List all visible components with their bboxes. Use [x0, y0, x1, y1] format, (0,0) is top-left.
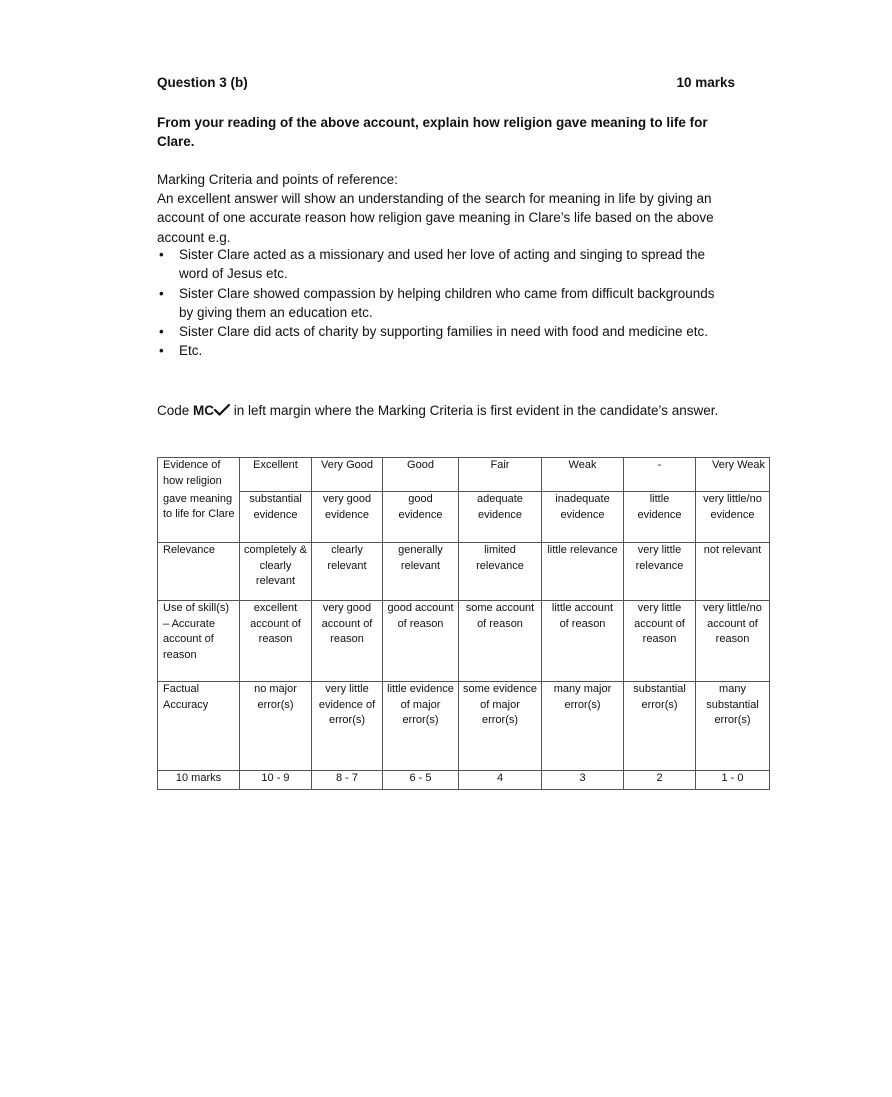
marking-rubric-table — [157, 457, 770, 790]
code-mc: MC — [193, 403, 215, 418]
column-header-weak: Weak — [542, 458, 624, 492]
table-row — [158, 543, 770, 601]
table-cell: inadequate evidence — [542, 492, 624, 543]
question-number: Question 3 (b) — [157, 75, 248, 90]
checkmark-icon — [214, 402, 230, 422]
row-label-relevance: Relevance — [158, 543, 240, 601]
table-cell: very good evidence — [312, 492, 383, 543]
table-cell: 8 - 7 — [312, 771, 383, 790]
code-prefix: Code — [157, 403, 194, 418]
question-prompt: From your reading of the above account, explain how religion gave meaning to life for Clare. — [157, 115, 708, 149]
table-cell: very little relevance — [624, 543, 696, 601]
bullet-text: Etc. — [179, 343, 203, 359]
criteria-intro: An excellent answer will show an understanding of the search for meaning in life by giving an account of one accurate reason how religion gave meaning in Clare’s life based on the above account e.g. — [157, 191, 714, 245]
table-cell: clearly relevant — [312, 543, 383, 601]
table-cell: not relevant — [696, 543, 770, 601]
table-cell: 2 — [624, 771, 696, 790]
table-cell: good account of reason — [383, 601, 459, 682]
criteria-bullet-list — [157, 245, 729, 361]
list-item — [157, 245, 729, 284]
table-cell: some account of reason — [459, 601, 542, 682]
list-item — [157, 284, 729, 323]
code-suffix: in left margin where the Marking Criteria is first evident in the candidate’s answer. — [230, 403, 719, 418]
table-row — [158, 458, 770, 492]
column-header-fair: Fair — [459, 458, 542, 492]
table-cell: substantial error(s) — [624, 682, 696, 771]
table-cell: substantial evidence — [240, 492, 312, 543]
question-marks: 10 marks — [676, 75, 735, 90]
table-cell: little relevance — [542, 543, 624, 601]
column-header-excellent: Excellent — [240, 458, 312, 492]
table-cell: excellent account of reason — [240, 601, 312, 682]
bullet-text: Sister Clare did acts of charity by supporting families in need with food and medicine etc. — [179, 324, 709, 340]
table-cell: no major error(s) — [240, 682, 312, 771]
table-row — [158, 682, 770, 771]
bullet-icon: • — [159, 285, 164, 301]
table-cell: very little/no evidence — [696, 492, 770, 543]
table-cell: 4 — [459, 771, 542, 790]
table-cell: good evidence — [383, 492, 459, 543]
table-cell: many major error(s) — [542, 682, 624, 771]
table-row — [158, 771, 770, 790]
column-header-very-good: Very Good — [312, 458, 383, 492]
table-row — [158, 492, 770, 543]
code-instruction — [157, 401, 729, 422]
column-header-very-weak: Very Weak — [696, 458, 770, 492]
row-label-accuracy: Factual Accuracy — [158, 682, 240, 771]
table-cell: completely & clearly relevant — [240, 543, 312, 601]
table-cell: 10 - 9 — [240, 771, 312, 790]
row-label-evidence-bottom: gave meaning to life for Clare — [158, 492, 240, 543]
table-cell: little account of reason — [542, 601, 624, 682]
table-cell: very little account of reason — [624, 601, 696, 682]
table-row — [158, 601, 770, 682]
table-cell: very little/no account of reason — [696, 601, 770, 682]
list-item — [157, 341, 729, 360]
table-cell: 3 — [542, 771, 624, 790]
bullet-icon: • — [159, 324, 164, 340]
table-cell: little evidence — [624, 492, 696, 543]
table-cell: adequate evidence — [459, 492, 542, 543]
column-header-good: Good — [383, 458, 459, 492]
list-item — [157, 322, 729, 341]
table-cell: very good account of reason — [312, 601, 383, 682]
question-header — [157, 75, 735, 95]
row-label-marks: 10 marks — [158, 771, 240, 790]
row-label-skill: Use of skill(s) – Accurate account of reason — [158, 601, 240, 682]
bullet-icon: • — [159, 343, 164, 359]
row-label-evidence-top: Evidence of how religion — [158, 458, 240, 492]
column-header-dash: - — [624, 458, 696, 492]
table-cell: 6 - 5 — [383, 771, 459, 790]
table-cell: very little evidence of error(s) — [312, 682, 383, 771]
bullet-icon: • — [159, 247, 164, 262]
table-cell: generally relevant — [383, 543, 459, 601]
bullet-text: Sister Clare showed compassion by helping children who came from difficult backgrounds by giving them an education etc. — [179, 285, 715, 320]
table-cell: many substantial error(s) — [696, 682, 770, 771]
criteria-title: Marking Criteria and points of reference: — [157, 172, 398, 187]
table-cell: some evidence of major error(s) — [459, 682, 542, 771]
table-cell: little evidence of major error(s) — [383, 682, 459, 771]
table-cell: 1 - 0 — [696, 771, 770, 790]
bullet-text: Sister Clare acted as a missionary and used her love of acting and singing to spread the word of Jesus etc. — [179, 247, 706, 282]
table-cell: limited relevance — [459, 543, 542, 601]
